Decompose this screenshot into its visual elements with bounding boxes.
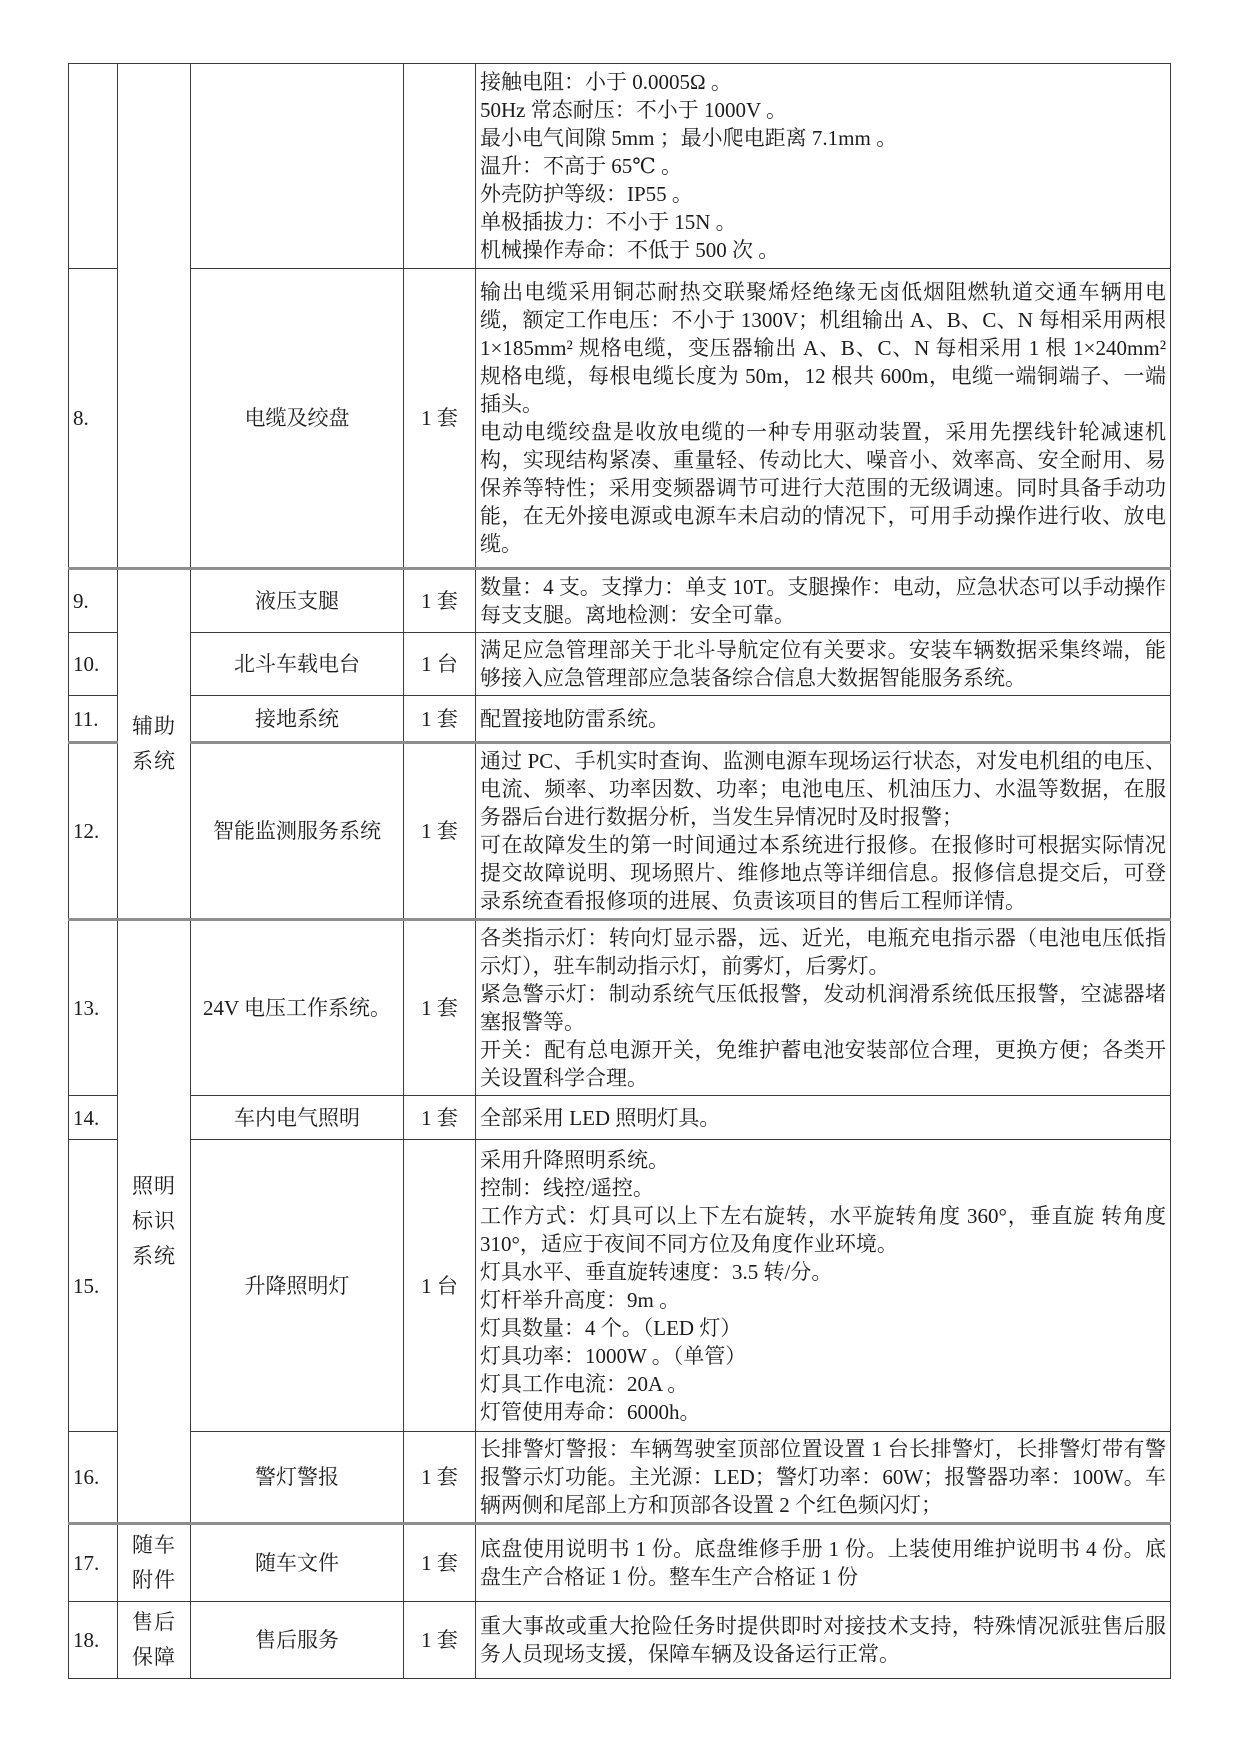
item-name-cell: 24V 电压工作系统。 [191,920,404,1096]
row-number-cell: 11. [69,696,118,743]
quantity-cell: 1 套 [404,696,476,743]
desc-line: 电动电缆绞盘是收放电缆的一种专用驱动装置，采用先摆线针轮减速机构，实现结构紧凑、重量轻、传动比大、噪音小、效率高、安全耐用、易保养等特性；采用变频器调节可进行大范围的无级调速。同时具备手动功能，在无外接电源或电源车未启动的情况下，可用手动操作进行收、放电缆。 [480,420,1166,556]
row-number-cell: 15. [69,1140,118,1432]
desc-line: 控制：线控/遥控。 [480,1175,654,1200]
desc-line: 机械操作寿命：不低于 500 次 。 [480,238,780,262]
category-label: 随车附件 [132,1533,176,1592]
table-row [69,743,1171,920]
description-cell [476,64,1171,269]
desc-line: 数量：4 支。支撑力：单支 10T。支腿操作：电动，应急状态可以手动操作每支支腿。离地检测：安全可靠。 [480,575,1166,627]
desc-line: 灯管使用寿命：6000h。 [480,1399,701,1424]
table-row [69,633,1171,696]
desc-line: 灯具水平、垂直旋转速度：3.5 转/分。 [480,1259,833,1284]
desc-line: 灯具工作电流：20A 。 [480,1371,689,1396]
quantity-cell: 1 套 [404,1524,476,1602]
item-name-cell: 升降照明灯 [191,1140,404,1432]
quantity-cell: 1 台 [404,633,476,696]
desc-line: 最小电气间隙 5mm ；最小爬电距离 7.1mm 。 [480,126,898,150]
description-cell [476,1432,1171,1524]
desc-line: 各类指示灯：转向灯显示器，远、近光，电瓶充电指示器（电池电压低指示灯），驻车制动指示灯，前雾灯，后雾灯。 [480,926,1166,978]
row-number-cell: 12. [69,743,118,920]
description-cell [476,920,1171,1096]
table-row [69,696,1171,743]
category-cell [118,64,191,569]
desc-line: 配置接地防雷系统。 [480,706,669,731]
desc-line: 全部采用 LED 照明灯具。 [480,1105,721,1130]
description-cell [476,1524,1171,1602]
table-row [69,1432,1171,1524]
description-cell [476,696,1171,743]
desc-line: 单极插拔力：不小于 15N 。 [480,210,737,234]
table-row [69,1140,1171,1432]
quantity-cell: 1 套 [404,269,476,569]
description-cell [476,1140,1171,1432]
quantity-cell: 1 套 [404,920,476,1096]
quantity-cell: 1 套 [404,743,476,920]
row-number-cell [69,64,118,269]
quantity-cell: 1 套 [404,1602,476,1679]
description-cell [476,743,1171,920]
table-row [69,64,1171,269]
item-name-cell: 警灯警报 [191,1432,404,1524]
row-number-cell: 10. [69,633,118,696]
desc-line: 接触电阻：小于 0.0005Ω 。 [480,70,732,94]
desc-line: 紧急警示灯：制动系统气压低报警，发动机润滑系统低压报警，空滤器堵塞报警等。 [480,982,1166,1034]
table-row [69,269,1171,569]
row-number-cell: 16. [69,1432,118,1524]
item-name-cell: 液压支腿 [191,569,404,633]
desc-line: 灯具数量：4 个。（LED 灯） [480,1315,742,1340]
desc-line: 温升：不高于 65℃ 。 [480,154,682,178]
table-row [69,1602,1171,1679]
desc-line: 开关：配有总电源开关，免维护蓄电池安装部位合理，更换方便；各类开关设置科学合理。 [480,1038,1166,1090]
table-row [69,920,1171,1096]
description-cell [476,269,1171,569]
description-cell [476,1096,1171,1140]
table-row [69,1096,1171,1140]
category-cell [118,569,191,920]
row-number-cell: 14. [69,1096,118,1140]
category-label: 辅助系统 [132,714,176,773]
desc-line: 底盘使用说明书 1 份。底盘维修手册 1 份。上装使用维护说明书 4 份。底盘生产合格证 1 份。整车生产合格证 1 份 [480,1537,1166,1589]
item-name-cell: 接地系统 [191,696,404,743]
item-name-cell: 售后服务 [191,1602,404,1679]
category-cell [118,1602,191,1679]
item-name-cell: 随车文件 [191,1524,404,1602]
desc-line: 满足应急管理部关于北斗导航定位有关要求。安装车辆数据采集终端，能够接入应急管理部应急装备综合信息大数据智能服务系统。 [480,638,1166,690]
row-number-cell: 13. [69,920,118,1096]
row-number-cell: 18. [69,1602,118,1679]
desc-line: 可在故障发生的第一时间通过本系统进行报修。在报修时可根据实际情况提交故障说明、现场照片、维修地点等详细信息。报修信息提交后，可登录系统查看报修项的进展、负责该项目的售后工程师详情。 [480,833,1166,913]
category-label: 售后保障 [132,1610,176,1669]
quantity-cell: 1 套 [404,1432,476,1524]
item-name-cell: 智能监测服务系统 [191,743,404,920]
category-cell [118,920,191,1524]
desc-line: 长排警灯警报：车辆驾驶室顶部位置设置 1 台长排警灯，长排警灯带有警报警示灯功能。主光源：LED；警灯功率：60W；报警器功率：100W。车辆两侧和尾部上方和顶部各设置 2 个红色频闪灯； [480,1437,1166,1517]
desc-line: 外壳防护等级：IP55 。 [480,182,693,206]
category-cell [118,1524,191,1602]
desc-line: 输出电缆采用铜芯耐热交联聚烯烃绝缘无卤低烟阻燃轨道交通车辆用电缆，额定工作电压：不小于 1300V；机组输出 A、B、C、N 每相采用两根 1×185mm² 规格电缆，变压器输出 A、B、C、N 每相采用 1 根 1×240mm² 规格电缆，每根电缆长度为 50m，12 根共 600m，电缆一端铜端子、一端插头。 [480,280,1166,416]
desc-line: 重大事故或重大抢险任务时提供即时对接技术支持，特殊情况派驻售后服务人员现场支援，保障车辆及设备运行正常。 [480,1614,1166,1666]
desc-line: 灯杆举升高度：9m 。 [480,1287,681,1312]
desc-line: 采用升降照明系统。 [480,1147,669,1172]
table-row [69,569,1171,633]
desc-line: 通过 PC、手机实时查询、监测电源车现场运行状态，对发电机组的电压、电流、频率、功率因数、功率；电池电压、机油压力、水温等数据，在服务器后台进行数据分析，当发生异情况时及时报警； [480,749,1166,829]
quantity-cell: 1 台 [404,1140,476,1432]
table-row [69,1524,1171,1602]
row-number-cell: 8. [69,269,118,569]
description-cell [476,1602,1171,1679]
description-cell [476,633,1171,696]
desc-line: 50Hz 常态耐压：不小于 1000V 。 [480,98,788,122]
item-name-cell: 车内电气照明 [191,1096,404,1140]
quantity-cell: 1 套 [404,1096,476,1140]
item-name-cell: 北斗车载电台 [191,633,404,696]
spec-table [68,63,1171,1679]
row-number-cell: 17. [69,1524,118,1602]
desc-line: 工作方式：灯具可以上下左右旋转，水平旋转角度 360°，垂直旋 转角度 310°，适应于夜间不同方位及角度作业环境。 [480,1203,1166,1256]
row-number-cell: 9. [69,569,118,633]
desc-line: 灯具功率：1000W 。（单管） [480,1343,747,1368]
category-label: 照明标识系统 [132,1174,176,1268]
quantity-cell: 1 套 [404,569,476,633]
item-name-cell [191,64,404,269]
description-cell [476,569,1171,633]
quantity-cell [404,64,476,269]
item-name-cell: 电缆及绞盘 [191,269,404,569]
